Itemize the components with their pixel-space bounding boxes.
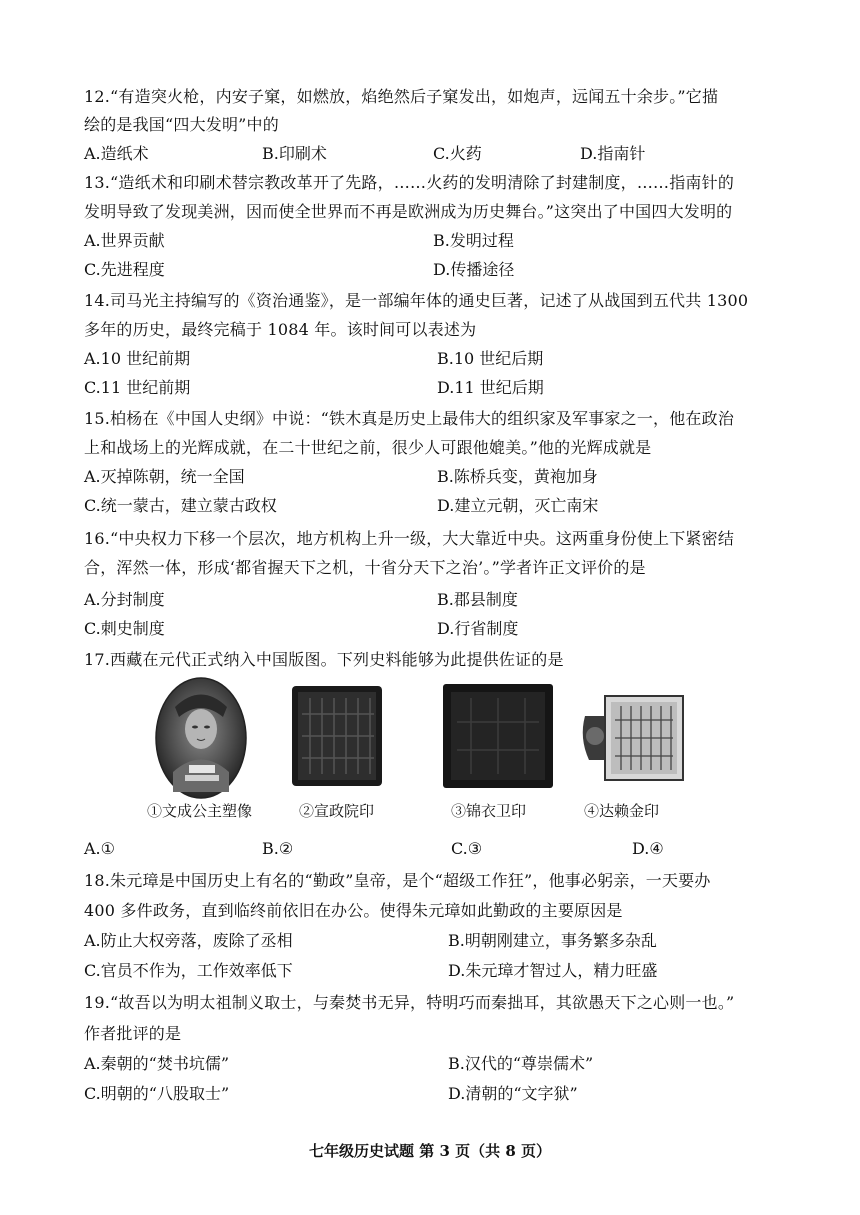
figure-caption-4: ④达赖金印 bbox=[584, 802, 660, 820]
q15-option-b: B.陈桥兵变，黄袍加身 bbox=[437, 467, 598, 486]
q14-stem-line1: 14.司马光主持编写的《资治通鉴》，是一部编年体的通史巨著，记述了从战国到五代共 1300 bbox=[84, 291, 749, 310]
q12-stem-line1: 12.“有造突火枪，内安子窠，如燃放，焰绝然后子窠发出，如炮声，远闻五十余步。”它描 bbox=[84, 87, 719, 106]
q12-option-b: B.印刷术 bbox=[262, 144, 327, 163]
jinyiwei-seal-image bbox=[441, 682, 555, 790]
page-footer: 七年级历史试题 第 3 页（共 8 页） bbox=[309, 1142, 551, 1160]
q15-option-a: A.灭掉陈朝，统一全国 bbox=[84, 467, 245, 486]
figure-caption-1: ①文成公主塑像 bbox=[147, 802, 253, 820]
q15-stem-line1: 15.柏杨在《中国人史纲》中说：“铁木真是历史上最伟大的组织家及军事家之一，他在政治 bbox=[84, 409, 735, 428]
q19-stem-line2: 作者批评的是 bbox=[84, 1024, 182, 1043]
q19-option-d: D.清朝的“文字狱” bbox=[448, 1084, 578, 1103]
q12-option-a: A.造纸术 bbox=[84, 144, 149, 163]
q19-option-a: A.秦朝的“焚书坑儒” bbox=[84, 1054, 230, 1073]
q18-option-a: A.防止大权旁落，废除了丞相 bbox=[84, 931, 293, 950]
figure-caption-2: ②宣政院印 bbox=[299, 802, 375, 820]
q18-stem-line1: 18.朱元璋是中国历史上有名的“勤政”皇帝，是个“超级工作狂”，他事必躬亲，一天要办 bbox=[84, 871, 711, 890]
q15-option-c: C.统一蒙古，建立蒙古政权 bbox=[84, 496, 277, 515]
q18-option-c: C.官员不作为，工作效率低下 bbox=[84, 961, 293, 980]
q19-option-c: C.明朝的“八股取士” bbox=[84, 1084, 230, 1103]
q13-stem-line2: 发明导致了发现美洲，因而使全世界而不再是欧洲成为历史舞台。”这突出了中国四大发明的 bbox=[84, 202, 733, 221]
q14-option-d: D.11 世纪后期 bbox=[437, 378, 544, 397]
q13-option-d: D.传播途径 bbox=[433, 260, 515, 279]
q18-option-b: B.明朝刚建立，事务繁多杂乱 bbox=[448, 931, 657, 950]
dalai-gold-seal-image bbox=[577, 686, 687, 790]
q12-stem-line2: 绘的是我国“四大发明”中的 bbox=[84, 115, 279, 134]
q16-option-a: A.分封制度 bbox=[84, 590, 165, 609]
q16-option-b: B.郡县制度 bbox=[437, 590, 518, 609]
q14-option-c: C.11 世纪前期 bbox=[84, 378, 191, 397]
q16-option-d: D.行省制度 bbox=[437, 619, 519, 638]
princess-wencheng-statue-image bbox=[155, 677, 247, 799]
q13-option-a: A.世界贡献 bbox=[84, 231, 165, 250]
q13-option-b: B.发明过程 bbox=[433, 231, 514, 250]
q17-stem-line1: 17.西藏在元代正式纳入中国版图。下列史料能够为此提供佐证的是 bbox=[84, 650, 564, 669]
q19-stem-line1: 19.“故吾以为明太祖制义取士，与秦焚书无异，特明巧而秦拙耳，其欲愚天下之心则一也。” bbox=[84, 993, 735, 1012]
q12-option-c: C.火药 bbox=[433, 144, 482, 163]
q13-stem-line1: 13.“造纸术和印刷术替宗教改革开了先路，……火药的发明清除了封建制度，……指南针的 bbox=[84, 173, 735, 192]
q13-option-c: C.先进程度 bbox=[84, 260, 165, 279]
q17-option-c: C.③ bbox=[451, 839, 483, 858]
xuanzheng-yuan-seal-image bbox=[290, 684, 384, 788]
q17-option-d: D.④ bbox=[632, 839, 664, 858]
q17-option-a: A.① bbox=[84, 839, 115, 858]
q14-option-a: A.10 世纪前期 bbox=[84, 349, 191, 368]
q16-stem-line2: 合，浑然一体，形成‘都省握天下之机，十省分天下之治’。”学者许正文评价的是 bbox=[84, 558, 646, 577]
q12-option-d: D.指南针 bbox=[580, 144, 646, 163]
q14-stem-line2: 多年的历史，最终完稿于 1084 年。该时间可以表述为 bbox=[84, 320, 477, 339]
q17-option-b: B.② bbox=[262, 839, 294, 858]
q14-option-b: B.10 世纪后期 bbox=[437, 349, 544, 368]
q15-option-d: D.建立元朝，灭亡南宋 bbox=[437, 496, 599, 515]
q18-option-d: D.朱元璋才智过人，精力旺盛 bbox=[448, 961, 658, 980]
q19-option-b: B.汉代的“尊崇儒术” bbox=[448, 1054, 594, 1073]
q18-stem-line2: 400 多件政务，直到临终前依旧在办公。使得朱元璋如此勤政的主要原因是 bbox=[84, 901, 623, 920]
figure-caption-3: ③锦衣卫印 bbox=[451, 802, 527, 820]
q16-stem-line1: 16.“中央权力下移一个层次，地方机构上升一级，大大靠近中央。这两重身份使上下紧密结 bbox=[84, 529, 735, 548]
q15-stem-line2: 上和战场上的光辉成就，在二十世纪之前，很少人可跟他媲美。”他的光辉成就是 bbox=[84, 438, 652, 457]
q16-option-c: C.刺史制度 bbox=[84, 619, 165, 638]
